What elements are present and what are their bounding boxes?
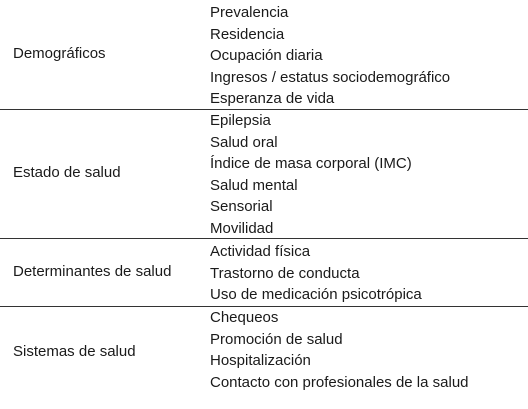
category-label: Sistemas de salud bbox=[13, 343, 136, 360]
list-item: Actividad física bbox=[210, 243, 311, 260]
list-item: Índice de masa corporal (IMC) bbox=[210, 155, 412, 172]
list-item: Hospitalización bbox=[210, 352, 311, 369]
list-item: Salud mental bbox=[210, 176, 298, 194]
table-row-estado-de-salud bbox=[0, 110, 528, 239]
category-label: Determinantes de salud bbox=[13, 263, 172, 280]
category-label: Estado de salud bbox=[13, 164, 121, 181]
list-item: Ocupación diaria bbox=[210, 47, 323, 64]
list-item: Chequeos bbox=[210, 309, 279, 326]
list-item: Trastorno de conducta bbox=[210, 264, 360, 282]
list-item: Sensorial bbox=[210, 198, 273, 215]
list-item: Epilepsia bbox=[210, 112, 271, 129]
item-list bbox=[210, 307, 469, 393]
table-row-demograficos bbox=[0, 2, 528, 110]
item-list bbox=[210, 110, 412, 239]
list-item: Salud oral bbox=[210, 133, 278, 151]
list-item: Prevalencia bbox=[210, 4, 289, 21]
item-list bbox=[210, 241, 422, 306]
category-label: Demográficos bbox=[13, 45, 106, 62]
table-row-sistemas-de-salud bbox=[0, 307, 528, 403]
list-item: Residencia bbox=[210, 25, 285, 43]
list-item: Promoción de salud bbox=[210, 330, 343, 348]
item-list bbox=[210, 2, 450, 110]
list-item: Movilidad bbox=[210, 219, 274, 237]
table-row-determinantes-de-salud bbox=[0, 241, 528, 307]
list-item: Ingresos / estatus sociodemográfico bbox=[210, 68, 451, 86]
list-item: Esperanza de vida bbox=[210, 90, 335, 107]
list-item: Uso de medicación psicotrópica bbox=[210, 286, 422, 303]
list-item: Contacto con profesionales de la salud bbox=[210, 373, 469, 391]
